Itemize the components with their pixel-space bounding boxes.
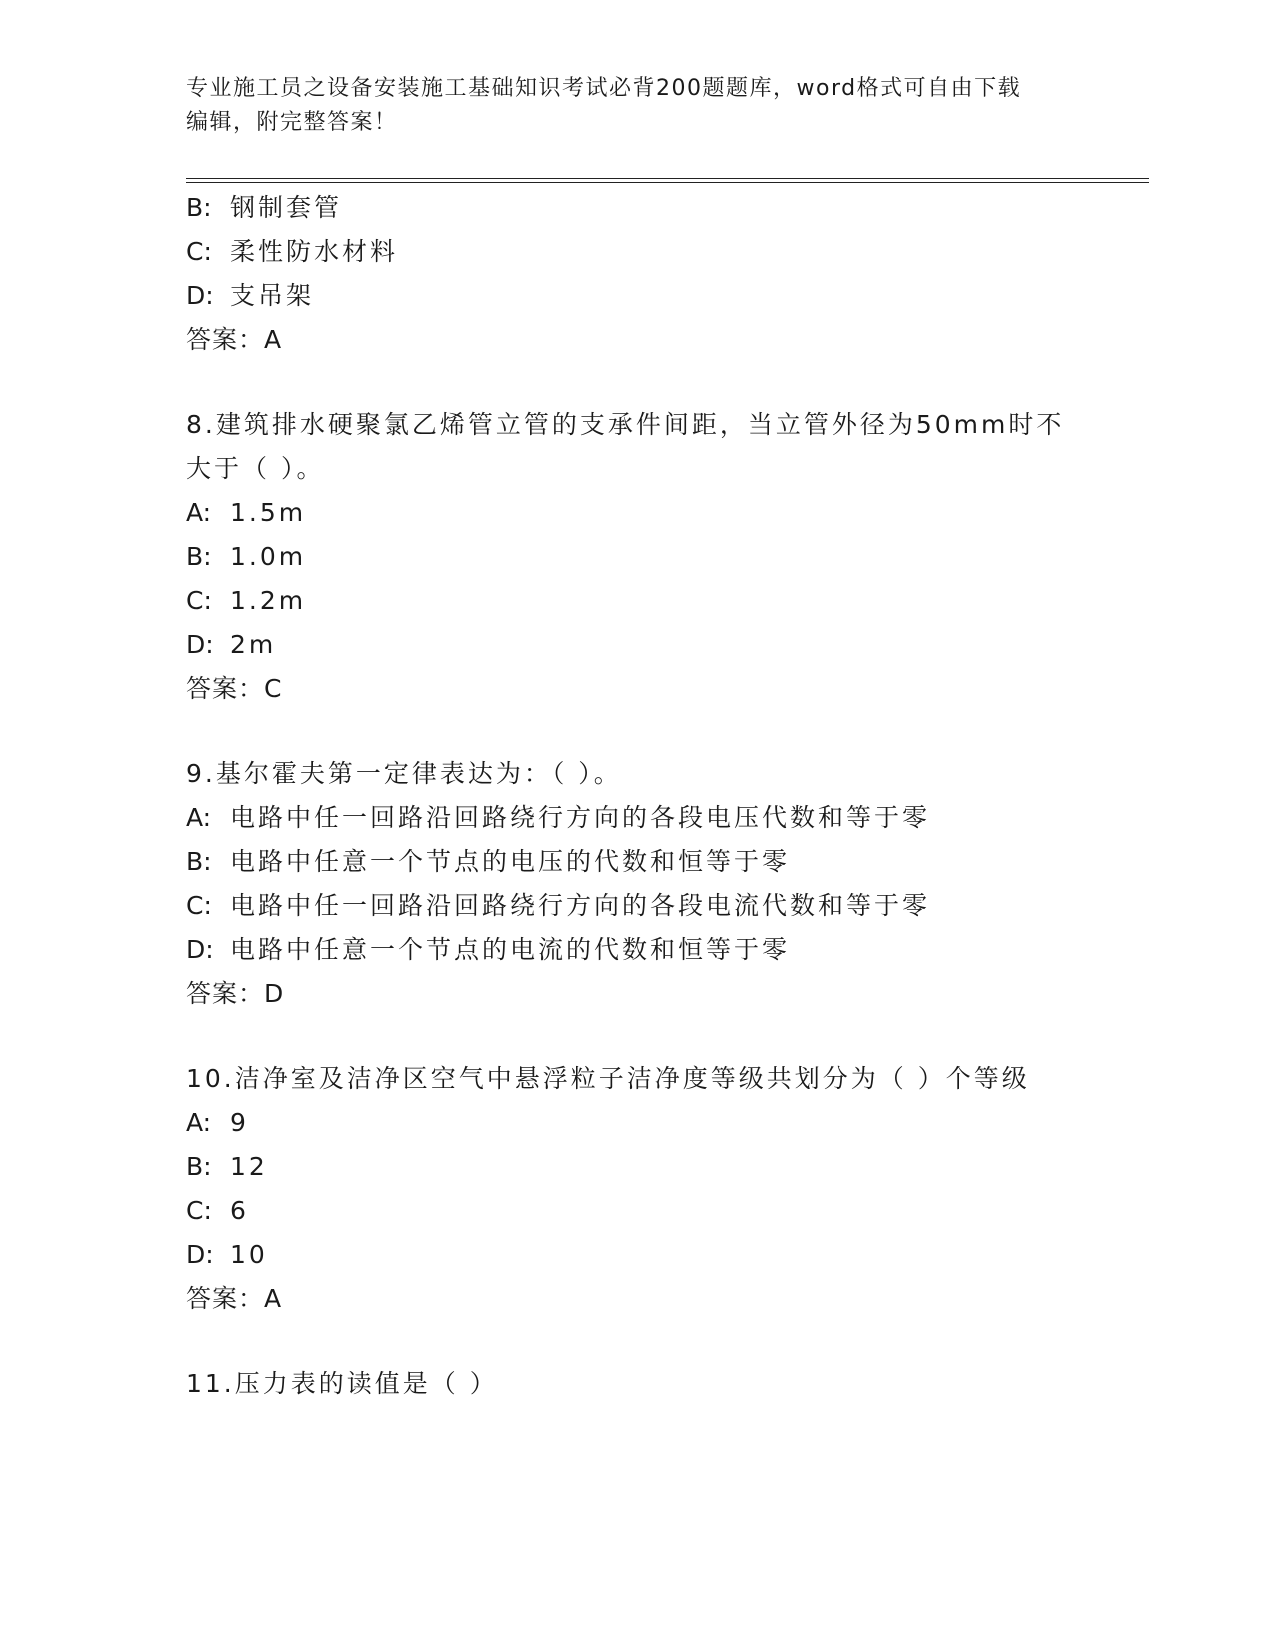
question-9-stem: 9.基尔霍夫第一定律表达为：（ ）。	[186, 759, 622, 788]
question-8-option-b: B: 1.0m	[186, 542, 307, 571]
answer-line: 答案：A	[186, 325, 283, 354]
question-10-option-b: B: 12	[186, 1152, 268, 1181]
option-d: D: 支吊架	[186, 281, 315, 310]
question-8-stem-line-2: 大于（ ）。	[186, 454, 325, 483]
option-c: C: 柔性防水材料	[186, 237, 399, 266]
question-9-option-d: D: 电路中任意一个节点的电流的代数和恒等于零	[186, 935, 791, 964]
option-b: B: 钢制套管	[186, 193, 343, 222]
question-11-stem: 11.压力表的读值是（ ）	[186, 1369, 498, 1398]
header-divider-top	[186, 178, 1149, 179]
question-10-stem: 10.洁净室及洁净区空气中悬浮粒子洁净度等级共划分为（ ）个等级	[186, 1064, 1030, 1093]
question-10-option-c: C: 6	[186, 1196, 249, 1225]
question-10-answer: 答案：A	[186, 1284, 283, 1313]
question-9-option-c: C: 电路中任一回路沿回路绕行方向的各段电流代数和等于零	[186, 891, 931, 920]
question-10-option-a: A: 9	[186, 1108, 249, 1137]
header-divider-bottom	[186, 182, 1149, 183]
question-9-answer: 答案：D	[186, 979, 285, 1008]
question-8-answer: 答案：C	[186, 674, 283, 703]
document-header	[186, 72, 1086, 140]
question-8-option-d: D: 2m	[186, 630, 277, 659]
question-10-option-d: D: 10	[186, 1240, 268, 1269]
question-8-stem-line-1: 8.建筑排水硬聚氯乙烯管立管的支承件间距，当立管外径为50mm时不	[186, 410, 1065, 439]
header-title-line-2: 编辑，附完整答案！	[186, 110, 398, 135]
header-title-line-1: 专业施工员之设备安装施工基础知识考试必背200题题库，word格式可自由下载	[186, 76, 1022, 101]
question-9-option-b: B: 电路中任意一个节点的电压的代数和恒等于零	[186, 847, 791, 876]
question-9-option-a: A: 电路中任一回路沿回路绕行方向的各段电压代数和等于零	[186, 803, 931, 832]
question-8-option-c: C: 1.2m	[186, 586, 307, 615]
question-8-option-a: A: 1.5m	[186, 498, 307, 527]
